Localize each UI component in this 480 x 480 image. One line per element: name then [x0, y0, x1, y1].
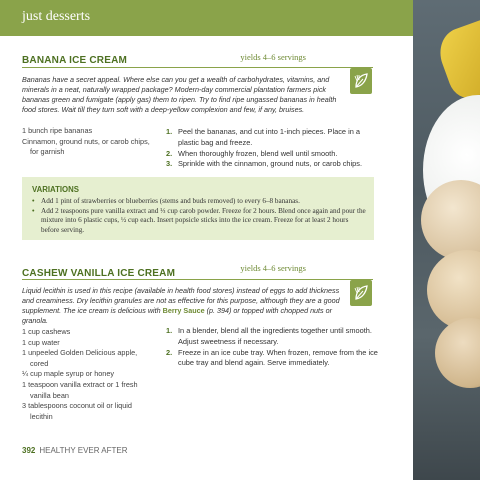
step-item: 2. Freeze in an ice cube tray. When frozen, remove from the ice cube tray and blend again. Serve immediately.	[166, 347, 378, 368]
banana-image	[433, 17, 480, 103]
vegan-leaf-icon	[353, 72, 369, 90]
page-footer	[22, 446, 128, 455]
recipe-intro: Bananas have a secret appeal. Where else can you get a wealth of carbohydrates, vitamins, and minerals in a neat, naturally wrapped package? Modern-day commercial plantation farmers pick bananas green and fumigate (apply gas) them to ripen. Try to find ripe ungassed bananas in health food stores. Wait till they turn soft with a deep-yellow complexion and few, if any, bruises.	[22, 75, 337, 114]
variations-list	[32, 197, 368, 235]
step-item: 2. When thoroughly frozen, blend well until smooth.	[166, 148, 338, 158]
recipe-intro: Liquid lecithin is used in this recipe (available in health food stores) instead of eggs to add thickness and creaminess. Dry lecithin granules are not as effective for this purpose, although they are a good supplement. The ice cream is delicious with Berry Sauce (p. 394) or topped with chopped nuts or granola.	[22, 286, 340, 325]
variations-title: VARIATIONS	[32, 185, 79, 194]
step-item: 1. Peel the bananas, and cut into 1-inch pieces. Place in a plastic bag and freeze.	[166, 127, 361, 147]
step-item: 3. Sprinkle with the cinnamon, ground nuts, or carob chips.	[166, 159, 363, 169]
recipe-title-banana: BANANA ICE CREAM	[22, 55, 128, 66]
vegan-badge	[350, 68, 372, 94]
running-head: just desserts	[22, 9, 91, 24]
ingredient-item: 1 cup water	[22, 337, 60, 347]
ice-cream-photo	[413, 0, 480, 480]
berry-sauce-link[interactable]: Berry Sauce	[162, 306, 205, 315]
steps-list	[166, 326, 381, 369]
ingredient-item: Cinnamon, ground nuts, or carob chips, for garnish	[22, 136, 150, 157]
ice-cream-scoop	[435, 318, 480, 388]
book-title: HEALTHY EVER AFTER	[39, 446, 128, 455]
servings-banana: yields 4–6 servings	[240, 52, 306, 62]
page-number: 392	[22, 446, 36, 455]
steps-list	[166, 127, 381, 170]
ingredient-item: ¼ cup maple syrup or honey	[22, 369, 115, 379]
ingredient-item: 1 teaspoon vanilla extract or 1 fresh vanilla bean	[22, 379, 138, 400]
step-item: 1. In a blender, blend all the ingredients together until smooth. Adjust sweetness if necessary.	[166, 326, 372, 346]
vegan-badge	[350, 280, 372, 306]
vegan-leaf-icon	[353, 284, 369, 302]
variation-item: • Add 1 pint of strawberries or blueberries (stems and buds removed) to every 6–8 bananas.	[32, 197, 368, 207]
title-rule	[22, 67, 373, 68]
ingredient-item: 1 bunch ripe bananas	[22, 126, 93, 135]
header-band	[0, 0, 413, 36]
variation-item: • Add 2 teaspoons pure vanilla extract and ⅓ cup carob powder. Freeze for 2 hours. Blend once again and pour the mixture into 6 plastic cups, ½ cup each. Insert popsicle sticks into the ice cream. Freeze for at least 2 hours before serving.	[32, 207, 368, 236]
ingredient-item: 1 cup cashews	[22, 327, 71, 336]
title-rule	[22, 279, 373, 280]
ingredient-item: 1 unpeeled Golden Delicious apple, cored	[22, 348, 138, 368]
variations-box	[22, 177, 374, 240]
ingredients-list	[22, 327, 152, 422]
ingredients-list	[22, 126, 152, 158]
ingredient-item: 3 tablespoons coconut oil or liquid lecithin	[22, 401, 132, 421]
recipe-title-cashew: CASHEW VANILLA ICE CREAM	[22, 268, 176, 279]
servings-cashew: yields 4–6 servings	[240, 263, 306, 273]
